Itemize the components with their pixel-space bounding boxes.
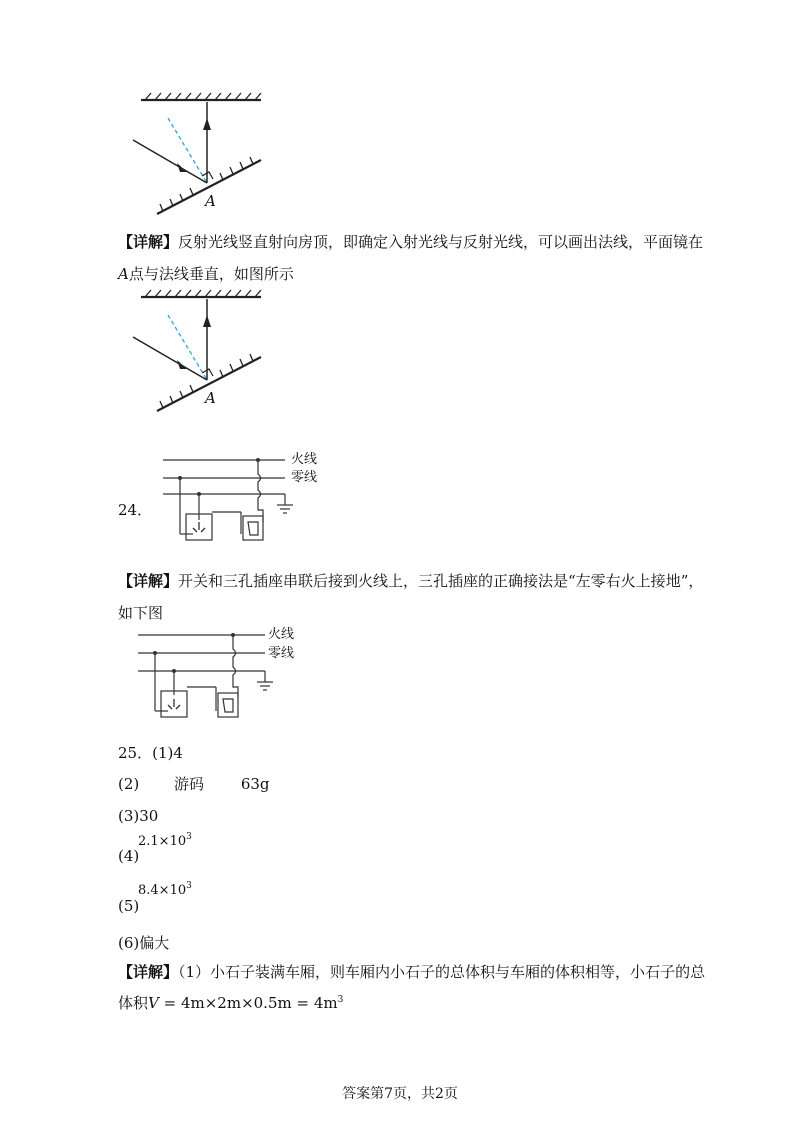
point-a-label: A xyxy=(205,389,216,407)
volume-equation: = 4m×2m×0.5m = 4m xyxy=(158,994,338,1012)
value-exponent: 3 xyxy=(186,832,192,842)
point-a-label: A xyxy=(205,192,216,210)
point-variable: A xyxy=(118,265,129,283)
junction-dot xyxy=(178,476,182,480)
normal-line xyxy=(168,315,207,380)
incident-ray xyxy=(133,140,207,183)
switch-icon xyxy=(193,522,205,532)
detail-24-line1 xyxy=(118,571,703,591)
junction-dot xyxy=(153,651,157,655)
socket-icon xyxy=(248,522,258,535)
answer-num: (5) xyxy=(118,897,140,915)
value-mantissa: 8.4×10 xyxy=(138,883,187,898)
answer-25-4-value xyxy=(138,832,192,852)
detail-text: 体积 xyxy=(118,994,149,1012)
answer-word: 游码 xyxy=(174,775,205,793)
detail-text: 点与法线垂直，如图所示 xyxy=(128,265,294,283)
answer-25-5-value xyxy=(138,881,192,901)
answer-25-6: (6)偏大 xyxy=(118,934,170,952)
answer-num: (4) xyxy=(118,847,140,865)
live-drop xyxy=(233,635,238,697)
answer-25-5 xyxy=(118,896,139,916)
live-drop xyxy=(258,460,263,522)
circuit-figure-2 xyxy=(130,625,310,720)
neutral-label: 零线 xyxy=(291,470,318,485)
live-label: 火线 xyxy=(291,452,318,467)
answer-25-3: (3)30 xyxy=(118,807,159,825)
socket-box xyxy=(243,516,263,540)
value-exponent: 3 xyxy=(186,881,192,891)
answer-num: (2) xyxy=(118,775,140,793)
answer-25-2 xyxy=(118,774,270,794)
mirror-reflection-figure-2 xyxy=(125,285,275,415)
detail-bracket: 【详解】 xyxy=(118,572,179,590)
answer-25-1: 25．(1)4 xyxy=(118,744,183,762)
detail-bracket: 【详解】 xyxy=(118,963,179,981)
incident-ray xyxy=(133,337,207,380)
detail-24-line2: 如下图 xyxy=(118,604,164,622)
junction-dot xyxy=(172,669,176,673)
detail-text: 反射光线竖直射向房顶，即确定入射光线与反射光线，可以画出法线，平面镜在 xyxy=(178,233,704,251)
normal-line xyxy=(168,118,207,183)
socket-icon xyxy=(223,699,233,712)
volume-exponent: 3 xyxy=(337,995,344,1005)
reflected-arrow-icon xyxy=(203,118,211,130)
switch-icon xyxy=(168,699,180,709)
live-label: 火线 xyxy=(268,627,295,642)
detail-text: 开关和三孔插座串联后接到火线上，三孔插座的正确接法是“左零右火上接地”， xyxy=(178,572,704,590)
detail-25-line2 xyxy=(118,993,343,1013)
junction-dot xyxy=(197,492,201,496)
detail-25-line1 xyxy=(118,962,705,982)
junction-dot xyxy=(231,633,235,637)
value-mantissa: 2.1×10 xyxy=(138,834,187,849)
junction-dot xyxy=(256,458,260,462)
detail-text: （1）小石子装满车厢，则车厢内小石子的总体积与车厢的体积相等，小石子的总 xyxy=(178,963,706,981)
circuit-figure-1 xyxy=(155,450,335,545)
volume-variable: V xyxy=(148,994,159,1012)
neutral-label: 零线 xyxy=(268,646,295,661)
mirror-reflection-figure-1 xyxy=(125,88,275,218)
answer-value: 63g xyxy=(240,775,270,793)
detail-23-line1 xyxy=(118,232,703,252)
socket-box xyxy=(218,693,238,717)
page-footer: 答案第7页，共2页 xyxy=(342,1086,458,1102)
question-24-number: 24． xyxy=(118,501,153,519)
answer-25-4 xyxy=(118,846,139,866)
detail-bracket: 【详解】 xyxy=(118,233,179,251)
detail-23-line2 xyxy=(118,264,294,284)
reflected-arrow-icon xyxy=(203,315,211,327)
